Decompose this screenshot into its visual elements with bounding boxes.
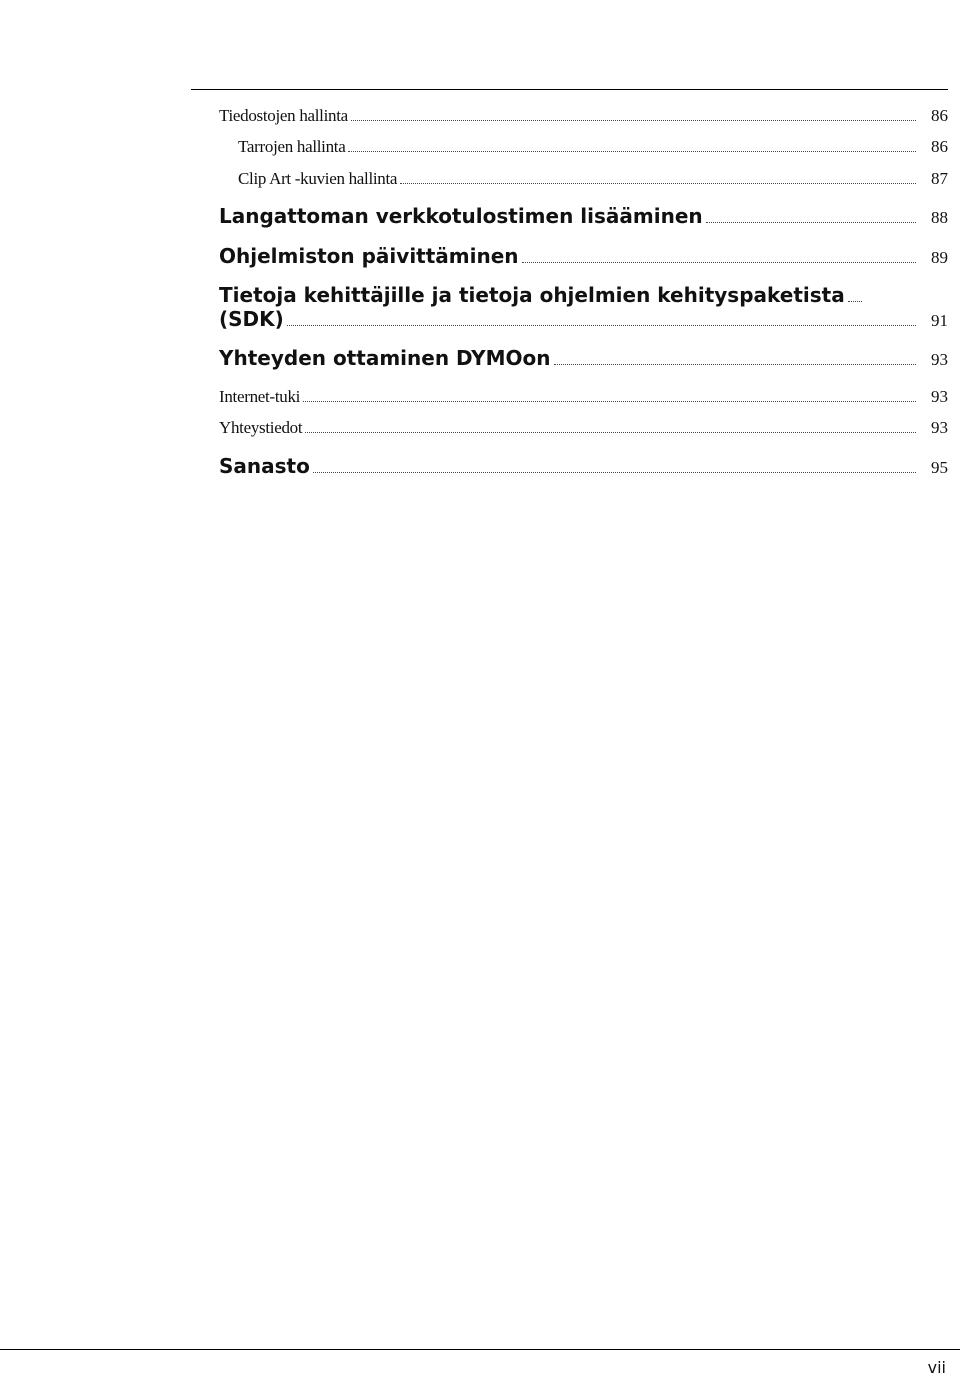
dot-leader — [305, 432, 916, 433]
dot-leader — [554, 364, 916, 365]
toc-entry-label: Yhteyden ottaminen DYMOon — [219, 346, 551, 370]
toc-entry-langattoman-verkkotulostimen[interactable] — [219, 204, 948, 228]
dot-leader — [522, 262, 916, 263]
toc-entry-ohjelmiston-paivittaminen[interactable] — [219, 244, 948, 268]
toc-entry-label: Langattoman verkkotulostimen lisääminen — [219, 204, 703, 228]
dot-leader — [348, 151, 916, 152]
toc-entry-yhteystiedot[interactable] — [219, 418, 948, 438]
toc-entry-tiedostojen-hallinta[interactable] — [219, 106, 948, 126]
toc-page-number: 93 — [931, 350, 948, 369]
top-rule — [191, 89, 948, 90]
toc-page-number: 89 — [931, 248, 948, 267]
toc-page-number: 86 — [931, 106, 948, 125]
toc-page-number: 91 — [931, 311, 948, 330]
dot-leader — [313, 472, 916, 473]
toc-entry-label: Clip Art -kuvien hallinta — [238, 169, 398, 188]
footer-rule — [0, 1349, 960, 1350]
dot-leader — [848, 301, 862, 302]
toc-entry-label: Yhteystiedot — [219, 418, 303, 437]
toc-entry-line-2 — [219, 307, 948, 331]
toc-entry-label: Internet-tuki — [219, 387, 301, 406]
toc-page-number: 86 — [931, 137, 948, 156]
toc-page-number: 95 — [931, 458, 948, 477]
toc-entry-line-1 — [219, 283, 948, 307]
toc-page-number: 93 — [931, 387, 948, 406]
dot-leader — [303, 401, 916, 402]
toc-entry-tarrojen-hallinta[interactable] — [219, 137, 948, 157]
toc-page-number: 93 — [931, 418, 948, 437]
toc-entry-clip-art-kuvien-hallinta[interactable] — [219, 169, 948, 189]
toc-entry-tietoja-kehittajille[interactable] — [219, 283, 948, 331]
toc-entry-label-line-2: (SDK) — [219, 307, 284, 331]
dot-leader — [287, 325, 916, 326]
toc-entry-internet-tuki[interactable] — [219, 387, 948, 407]
toc-page-number: 88 — [931, 208, 948, 227]
dot-leader — [706, 222, 916, 223]
toc-entry-label: Tarrojen hallinta — [238, 137, 346, 156]
footer-page-number: vii — [927, 1358, 946, 1377]
dot-leader — [351, 120, 916, 121]
toc-entry-label: Ohjelmiston päivittäminen — [219, 244, 519, 268]
dot-leader — [400, 183, 916, 184]
toc-entry-label: Tiedostojen hallinta — [219, 106, 348, 125]
toc-entry-label-line-1: Tietoja kehittäjille ja tietoja ohjelmien kehityspaketista — [219, 283, 845, 307]
toc-entry-label: Sanasto — [219, 454, 310, 478]
toc-entry-yhteyden-ottaminen[interactable] — [219, 346, 948, 370]
toc-page-number: 87 — [931, 169, 948, 188]
toc-entry-sanasto[interactable] — [219, 454, 948, 478]
